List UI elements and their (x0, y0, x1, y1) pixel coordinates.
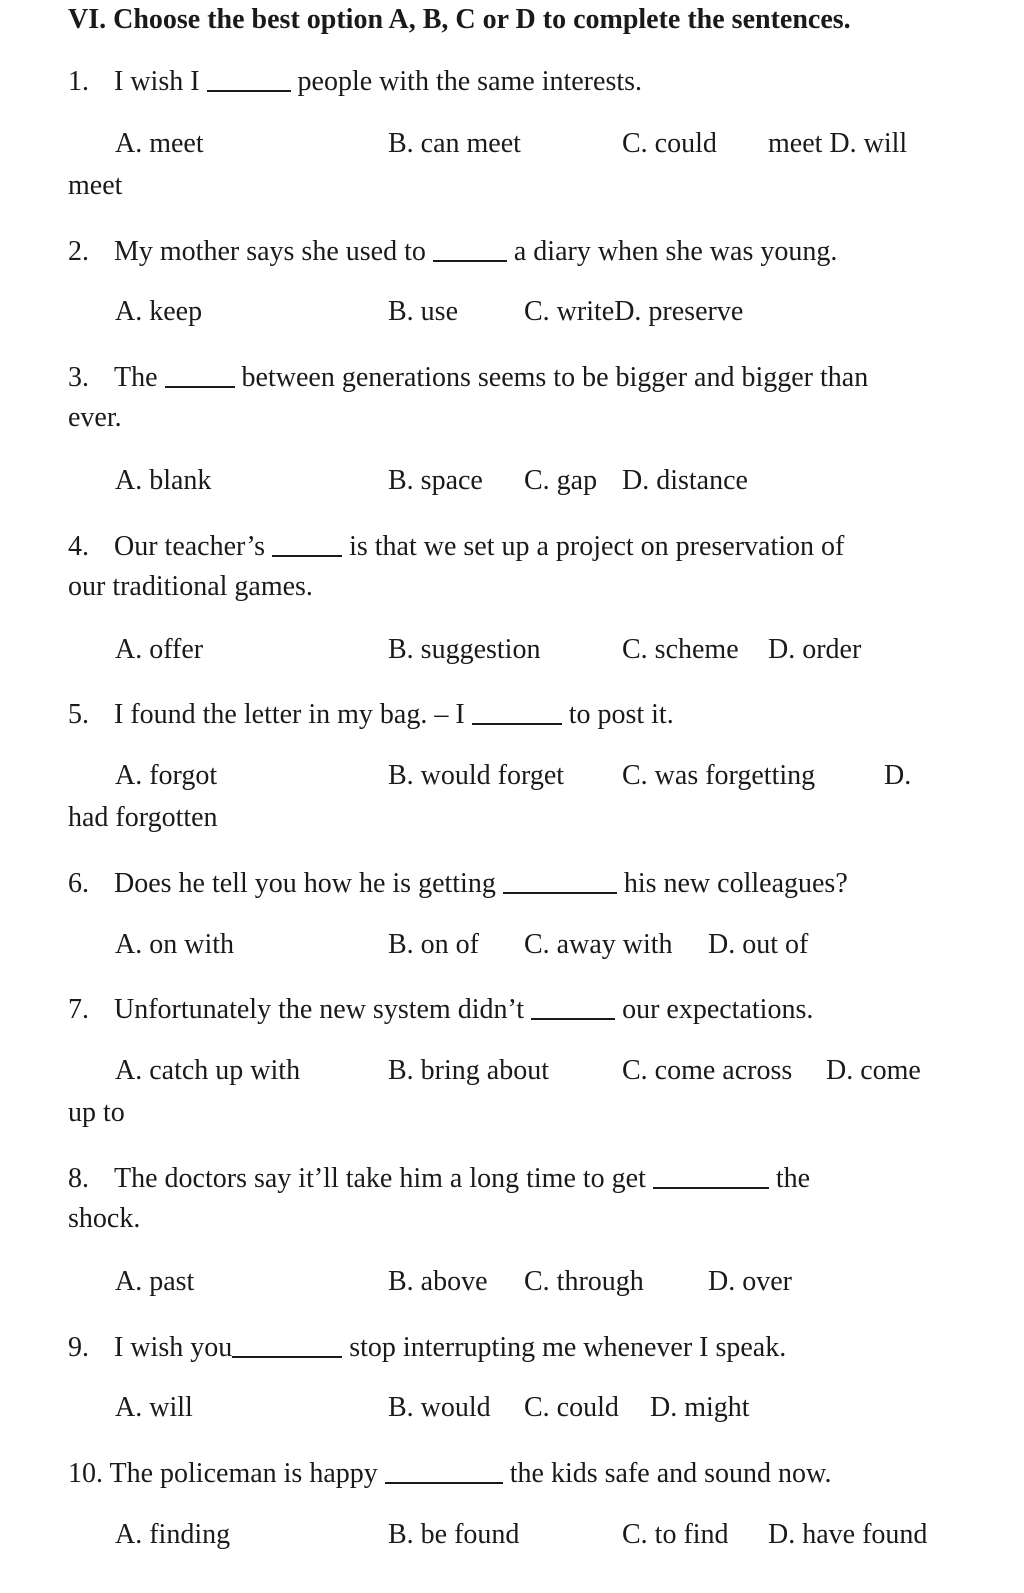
question-1: 1. I wish I people with the same interests. (68, 66, 643, 97)
q10-option-c[interactable]: C. to find (622, 1519, 729, 1550)
q10-option-b[interactable]: B. be found (388, 1519, 520, 1550)
q5-option-c[interactable]: C. was forgetting (622, 760, 816, 791)
q3-option-c[interactable]: C. gap (524, 465, 598, 496)
q9-option-c[interactable]: C. could (524, 1392, 619, 1423)
q4-option-c[interactable]: C. scheme (622, 634, 739, 665)
q5-option-b[interactable]: B. would forget (388, 760, 565, 791)
q3-continuation: ever. (68, 402, 122, 433)
answer-blank[interactable] (385, 1458, 503, 1484)
q7-option-wrap: up to (68, 1097, 125, 1128)
q1-option-d[interactable]: meet D. will (768, 128, 908, 159)
question-9: 9. I wish you stop interrupting me whenever I speak. (68, 1332, 787, 1363)
answer-blank[interactable] (165, 362, 235, 388)
q10-option-d[interactable]: D. have found (768, 1519, 928, 1550)
q7-option-d[interactable]: D. come (826, 1055, 921, 1086)
q6-option-b[interactable]: B. on of (388, 929, 479, 960)
q4-continuation: our traditional games. (68, 571, 313, 602)
q8-continuation: shock. (68, 1203, 141, 1234)
q6-option-d[interactable]: D. out of (708, 929, 809, 960)
answer-blank[interactable] (433, 236, 507, 262)
answer-blank[interactable] (272, 531, 342, 557)
q8-option-a[interactable]: A. past (115, 1266, 195, 1297)
exercise-heading: VI. Choose the best option A, B, C or D to complete the sentences. (68, 4, 851, 35)
q1-option-wrap: meet (68, 170, 123, 201)
q5-option-d[interactable]: D. (884, 760, 912, 791)
answer-blank[interactable] (207, 66, 291, 92)
q10-option-a[interactable]: A. finding (115, 1519, 231, 1550)
q2-option-c[interactable]: C. writeD. preserve (524, 296, 744, 327)
q3-option-a[interactable]: A. blank (115, 465, 212, 496)
q8-option-b[interactable]: B. above (388, 1266, 488, 1297)
question-3: 3. The between generations seems to be bigger and bigger than (68, 362, 869, 393)
q6-option-a[interactable]: A. on with (115, 929, 234, 960)
answer-blank[interactable] (232, 1332, 342, 1358)
question-2: 2. My mother says she used to a diary when she was young. (68, 236, 838, 267)
q6-option-c[interactable]: C. away with (524, 929, 673, 960)
q2-option-b[interactable]: B. use (388, 296, 458, 327)
q7-option-b[interactable]: B. bring about (388, 1055, 549, 1086)
q4-option-b[interactable]: B. suggestion (388, 634, 541, 665)
answer-blank[interactable] (531, 994, 615, 1020)
answer-blank[interactable] (653, 1163, 769, 1189)
q5-option-wrap: had forgotten (68, 802, 218, 833)
answer-blank[interactable] (472, 699, 562, 725)
q9-option-b[interactable]: B. would (388, 1392, 491, 1423)
q1-option-c[interactable]: C. could (622, 128, 717, 159)
q3-option-b[interactable]: B. space (388, 465, 483, 496)
q4-option-d[interactable]: D. order (768, 634, 862, 665)
q8-option-d[interactable]: D. over (708, 1266, 792, 1297)
q9-option-a[interactable]: A. will (115, 1392, 193, 1423)
q7-option-a[interactable]: A. catch up with (115, 1055, 301, 1086)
q7-option-c[interactable]: C. come across (622, 1055, 793, 1086)
question-7: 7. Unfortunately the new system didn’t our expectations. (68, 994, 814, 1025)
q9-option-d[interactable]: D. might (650, 1392, 750, 1423)
q5-option-a[interactable]: A. forgot (115, 760, 218, 791)
question-5: 5. I found the letter in my bag. – I to post it. (68, 699, 674, 730)
q2-option-a[interactable]: A. keep (115, 296, 203, 327)
question-6: 6. Does he tell you how he is getting his new colleagues? (68, 868, 848, 899)
q4-option-a[interactable]: A. offer (115, 634, 204, 665)
q1-option-b[interactable]: B. can meet (388, 128, 521, 159)
question-10: 10. The policeman is happy the kids safe and sound now. (68, 1458, 832, 1489)
q8-option-c[interactable]: C. through (524, 1266, 644, 1297)
answer-blank[interactable] (503, 868, 617, 894)
q3-option-d[interactable]: D. distance (622, 465, 748, 496)
question-8: 8. The doctors say it’ll take him a long time to get the (68, 1163, 811, 1194)
question-4: 4. Our teacher’s is that we set up a project on preservation of (68, 531, 845, 562)
q1-option-a[interactable]: A. meet (115, 128, 204, 159)
